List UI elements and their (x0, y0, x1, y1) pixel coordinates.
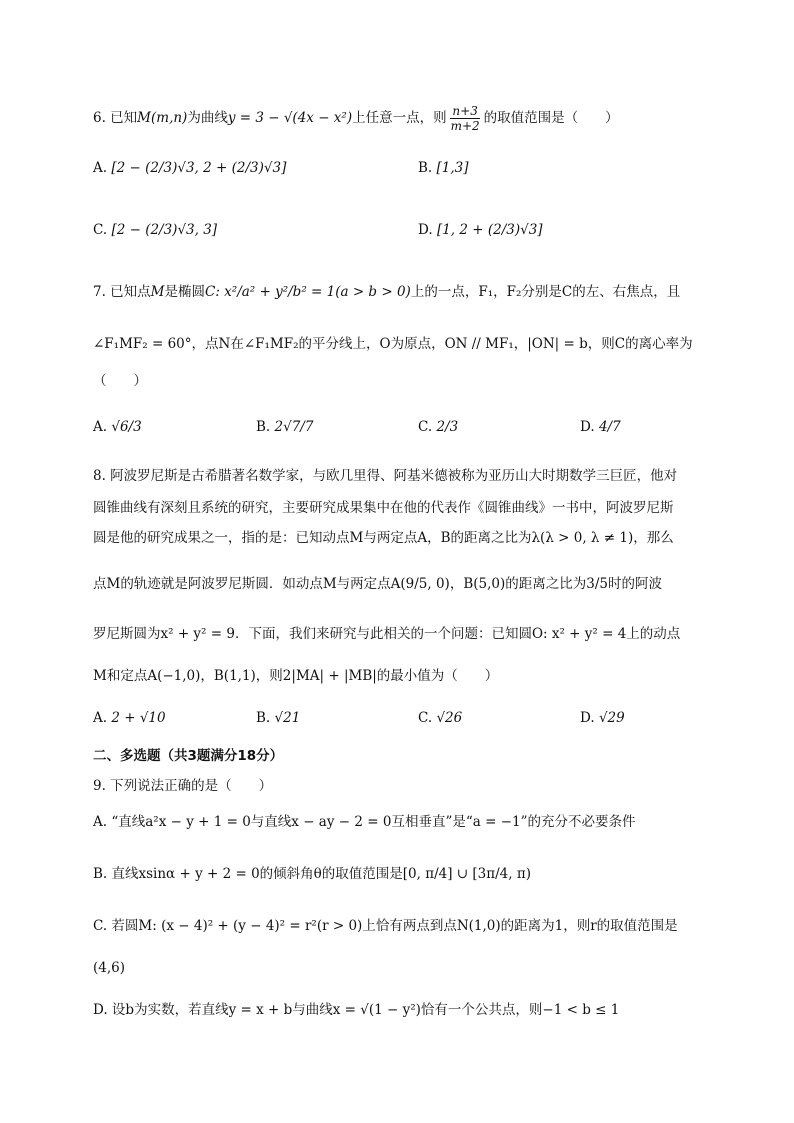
q9-option-d[interactable]: D. 设b为实数，若直线y = x + b与曲线x = √(1 − y²)恰有一个公共点，则−1 < b ≤ 1 (93, 1002, 620, 1018)
q6-frac-den: m+2 (450, 119, 480, 133)
q6-option-a[interactable] (93, 158, 286, 178)
option-text: [1, 2 + (2/3)√3] (436, 222, 543, 238)
option-label: D. (580, 710, 595, 726)
q7-ellipse: C: x²/a² + y²/b² = 1(a > b > 0) (205, 284, 411, 300)
q6-option-d[interactable] (418, 220, 543, 240)
option-label: A. (93, 419, 108, 435)
q6-stem (93, 104, 619, 133)
q7-line-2: ∠F₁MF₂ = 60°，点N在∠F₁MF₂的平分线上，O为原点，ON // MF₁，|ON| = b，则C的离心率为 (93, 336, 693, 352)
option-text: 2√7/7 (274, 419, 314, 435)
q7-suffix: 上的一点，F₁，F₂分别是C的左、右焦点，且 (410, 284, 681, 300)
option-label: C. (93, 222, 108, 238)
q8-option-d[interactable] (580, 708, 625, 728)
option-text: 2 + √10 (111, 710, 166, 726)
option-label: B. (256, 419, 271, 435)
q7-option-c[interactable] (418, 417, 458, 437)
q8-line-4: 点M的轨迹就是阿波罗尼斯圆．如动点M与两定点A(9/5, 0)，B(5,0)的距离之比为3/5时的阿波 (93, 576, 662, 592)
option-text: 4/7 (598, 419, 621, 435)
option-text: √21 (274, 710, 301, 726)
q7-option-a[interactable] (93, 417, 142, 437)
q6-curve: y = 3 − √(4x − x²) (227, 110, 353, 126)
q9-option-c-line-2: (4,6) (93, 960, 126, 976)
option-text: [2 − (2/3)√3, 2 + (2/3)√3] (111, 160, 287, 176)
q6-fraction (449, 104, 482, 133)
q8-option-c[interactable] (418, 708, 462, 728)
q9-option-b[interactable]: B. 直线xsinα + y + 2 = 0的倾斜角θ的取值范围是[0, π/4] ∪ [3π/4, π) (93, 866, 531, 882)
q6-option-c[interactable] (93, 220, 217, 240)
option-label: A. (93, 160, 108, 176)
q8-option-a[interactable] (93, 708, 166, 728)
option-label: B. (256, 710, 271, 726)
q7-line-1 (93, 282, 680, 302)
q6-suffix: 的取值范围是（ ） (483, 110, 619, 126)
q7-line-3: （ ） (93, 373, 147, 389)
q6-prefix: 6. 已知 (93, 110, 138, 126)
q9-option-a[interactable]: A. “直线a²x − y + 1 = 0与直线x − ay − 2 = 0互相垂直”是“a = −1”的充分不必要条件 (93, 814, 636, 830)
q8-option-b[interactable] (256, 708, 300, 728)
q6-mid2: 上任意一点，则 (352, 110, 447, 126)
option-text: 2/3 (436, 419, 459, 435)
q8-line-5: 罗尼斯圆为x² + y² = 9．下面，我们来研究与此相关的一个问题：已知圆O: x² + y² = 4上的动点 (93, 626, 681, 642)
section-header-multi-choice: 二、多选题（共3题满分18分） (93, 748, 284, 764)
q8-line-2: 圆锥曲线有深刻且系统的研究，主要研究成果集中在他的代表作《圆锥曲线》一书中，阿波罗尼斯 (93, 500, 674, 516)
q7-prefix: 7. 已知点 (93, 284, 151, 300)
option-text: √6/3 (111, 419, 142, 435)
q6-point: M(m,n) (137, 110, 188, 126)
option-text: [2 − (2/3)√3, 3] (111, 222, 218, 238)
q8-line-3: 圆是他的研究成果之一，指的是：已知动点M与两定点A，B的距离之比为λ(λ > 0, λ ≠ 1)，那么 (93, 530, 674, 546)
option-label: D. (418, 222, 433, 238)
option-label: A. (93, 710, 108, 726)
option-label: C. (418, 710, 433, 726)
q7-mid: 是椭圆 (164, 284, 205, 300)
q6-option-b[interactable] (418, 158, 469, 178)
q6-frac-num: n+3 (452, 104, 478, 118)
option-text: [1,3] (436, 160, 469, 176)
option-text: √29 (598, 710, 625, 726)
q8-line-6: M和定点A(−1,0)，B(1,1)，则2|MA| + |MB|的最小值为（ ） (93, 668, 499, 684)
q7-point-m: M (150, 284, 165, 300)
q9-stem: 9. 下列说法正确的是（ ） (93, 778, 273, 794)
q7-option-b[interactable] (256, 417, 313, 437)
q7-option-d[interactable] (580, 417, 621, 437)
option-label: D. (580, 419, 595, 435)
q6-mid: 为曲线 (187, 110, 228, 126)
q9-option-c-line-1[interactable]: C. 若圆M: (x − 4)² + (y − 4)² = r²(r > 0)上恰有两点到点N(1,0)的距离为1，则r的取值范围是 (93, 918, 678, 934)
option-text: √26 (436, 710, 463, 726)
q8-line-1: 8. 阿波罗尼斯是古希腊著名数学家，与欧几里得、阿基米德被称为亚历山大时期数学三巨匠，他对 (93, 468, 678, 484)
option-label: C. (418, 419, 433, 435)
option-label: B. (418, 160, 433, 176)
